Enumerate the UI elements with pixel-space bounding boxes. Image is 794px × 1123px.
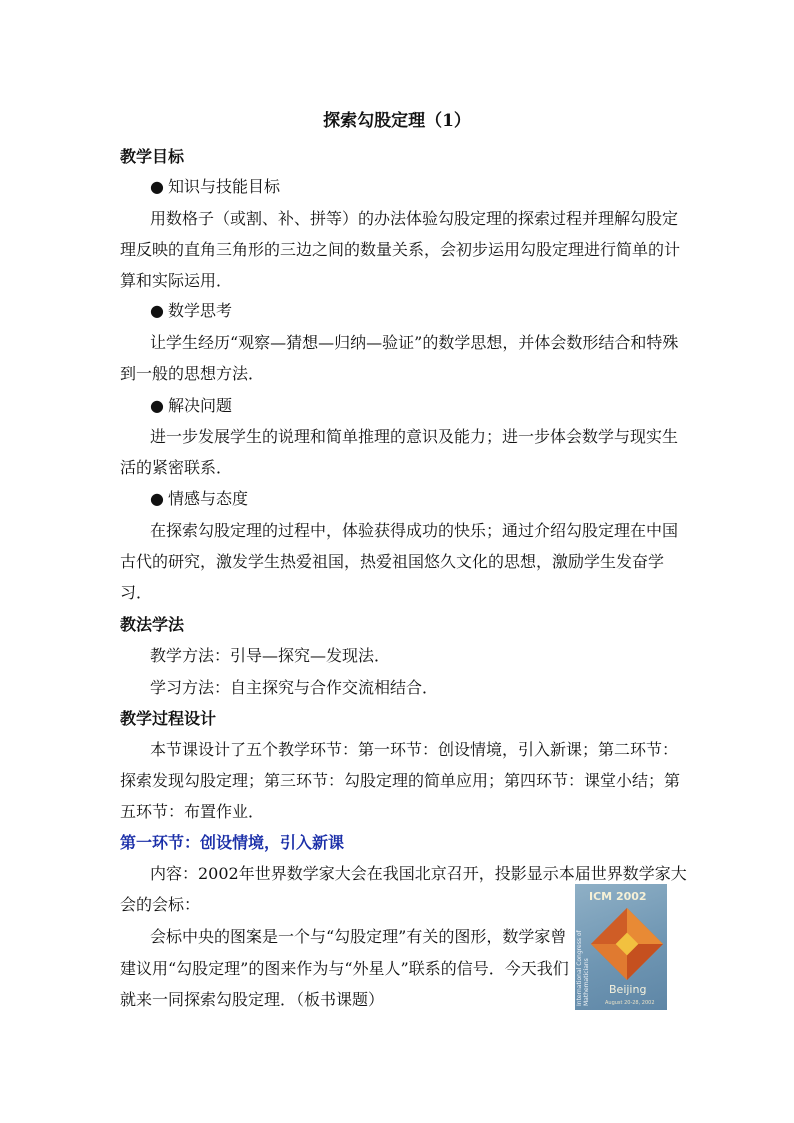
bullet-knowledge-skills bbox=[150, 174, 280, 197]
paragraph-line: 理反映的直角三角形的三边之间的数量关系，会初步运用勾股定理进行简单的计 bbox=[120, 240, 681, 259]
paragraph-line: 学习方法：自主探究与合作交流相结合． bbox=[150, 678, 439, 697]
paragraph-line: 五环节：布置作业． bbox=[120, 802, 265, 821]
paragraph-line: 古代的研究，激发学生热爱祖国，热爱祖国悠久文化的思想，激励学生发奋学 bbox=[120, 552, 665, 571]
paragraph-line: 内容：2002年世界数学家大会在我国北京召开，投影显示本届世界数学家大 bbox=[150, 864, 687, 883]
logo-side-text: International Congress of Mathematicians bbox=[576, 930, 590, 1006]
paragraph-line: 会的会标： bbox=[120, 895, 201, 914]
logo-dates-text: August 20-28, 2002 bbox=[605, 1000, 655, 1006]
pinwheel-emblem bbox=[589, 906, 665, 982]
icm-2002-logo-image bbox=[575, 884, 667, 1010]
logo-top-text: ICM 2002 bbox=[589, 890, 647, 903]
paragraph-line: 探索发现勾股定理；第三环节：勾股定理的简单应用；第四环节：课堂小结；第 bbox=[120, 771, 681, 790]
paragraph-line: 让学生经历“观察—猜想—归纳—验证”的数学思想，并体会数形结合和特殊 bbox=[150, 333, 679, 352]
paragraph-line: 活的紧密联系． bbox=[120, 458, 233, 477]
heading-process-design: 教学过程设计 bbox=[120, 709, 217, 728]
bullet-problem-solving bbox=[150, 393, 232, 416]
page-title: 探索勾股定理（1） bbox=[323, 111, 471, 131]
paragraph-line: 用数格子（或割、补、拼等）的办法体验勾股定理的探索过程并理解勾股定 bbox=[150, 209, 679, 228]
paragraph-line: 就来一同探索勾股定理．（板书课题） bbox=[120, 990, 385, 1009]
paragraph-line: 建议用“勾股定理”的图来作为与“外星人”联系的信号．今天我们 bbox=[120, 959, 569, 978]
heading-step-one: 第一环节：创设情境，引入新课 bbox=[120, 833, 345, 852]
heading-teaching-methods: 教法学法 bbox=[120, 615, 185, 634]
bullet-dot: ● bbox=[150, 396, 164, 415]
paragraph-line: 习． bbox=[120, 583, 153, 602]
paragraph-line: 算和实际运用． bbox=[120, 271, 233, 290]
bullet-dot: ● bbox=[150, 301, 164, 320]
paragraph-line: 进一步发展学生的说理和简单推理的意识及能力；进一步体会数学与现实生 bbox=[150, 427, 679, 446]
paragraph-line: 会标中央的图案是一个与“勾股定理”有关的图形，数学家曾 bbox=[150, 927, 567, 946]
bullet-dot: ● bbox=[150, 177, 164, 196]
heading-teaching-goals: 教学目标 bbox=[120, 147, 185, 166]
paragraph-line: 本节课设计了五个教学环节：第一环节：创设情境，引入新课；第二环节： bbox=[150, 740, 679, 759]
bullet-label: 知识与技能目标 bbox=[168, 177, 281, 196]
bullet-dot: ● bbox=[150, 489, 164, 508]
paragraph-line: 在探索勾股定理的过程中，体验获得成功的快乐；通过介绍勾股定理在中国 bbox=[150, 521, 679, 540]
bullet-label: 情感与态度 bbox=[168, 489, 249, 508]
bullet-emotion-attitude bbox=[150, 486, 248, 509]
bullet-math-thinking bbox=[150, 298, 232, 321]
paragraph-line: 教学方法：引导—探究—发现法． bbox=[150, 646, 391, 665]
paragraph-line: 到一般的思想方法． bbox=[120, 364, 265, 383]
bullet-label: 数学思考 bbox=[168, 301, 233, 320]
bullet-label: 解决问题 bbox=[168, 396, 233, 415]
logo-city-text: Beijing bbox=[609, 983, 647, 996]
